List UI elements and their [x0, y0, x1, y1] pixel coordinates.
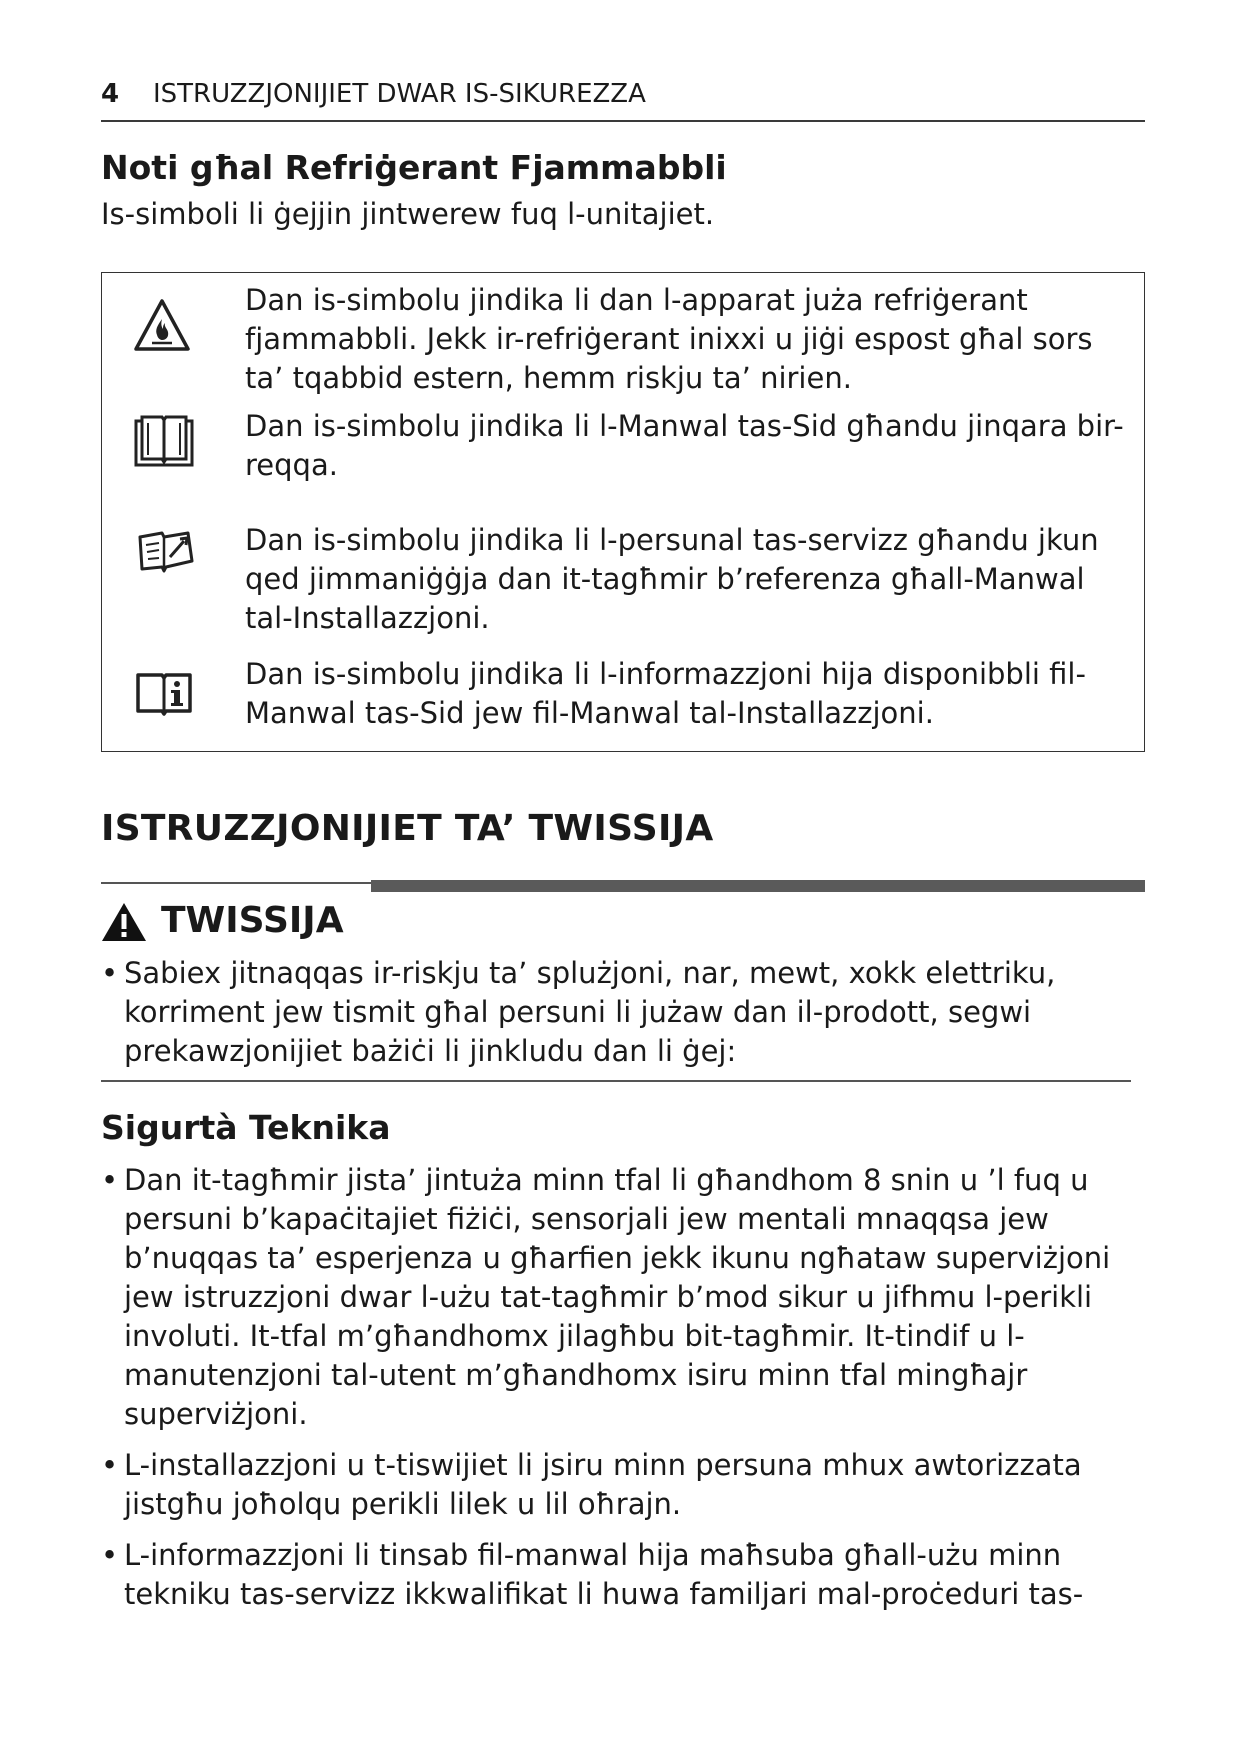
running-header	[101, 74, 1145, 122]
refrigerant-section	[101, 148, 1145, 234]
service-manual-icon	[132, 527, 202, 587]
warning-divider	[101, 882, 371, 884]
technical-safety-list	[101, 1161, 1119, 1614]
warning-list	[101, 954, 1101, 1083]
technical-safety-title: Sigurtà Teknika	[101, 1108, 391, 1147]
list-item: • L-informazzjoni li tinsab fil-manwal hija maħsuba għall-użu minn tekniku tas-servizz ikkwalifikat li huwa familjari mal-proċeduri tas-	[101, 1536, 1119, 1614]
technical-safety-section	[101, 1108, 1145, 1626]
warning-bar	[371, 880, 1145, 892]
symbol-table	[101, 272, 1145, 752]
warning-label: TWISSIJA	[161, 900, 344, 941]
refrigerant-intro: Is-simboli li ġejjin jintwerew fuq l-unitajiet.	[101, 197, 715, 231]
safety-section-title: ISTRUZZJONIJIET TA’ TWISSIJA	[101, 808, 714, 849]
flame-warning-icon	[132, 297, 202, 357]
symbol-text: Dan is-simbolu jindika li l-informazzjoni hija disponibbli fil-Manwal tas-Sid jew fil-Manwal tal-Installazzjoni.	[245, 657, 1086, 730]
symbol-text: Dan is-simbolu jindika li dan l-apparat juża refriġerant fjammabbli. Jekk ir-refriġerant inixxi u jiġi espost għal sors ta’ tqabbid estern, hemm riskju ta’ nirien.	[245, 283, 1093, 395]
list-item: • Sabiex jitnaqqas ir-riskju ta’ splużjoni, nar, mewt, xokk elettriku, korriment jew tismit għal persuni li jużaw dan il-prodott, segwi prekawzjonijiet bażiċi li jinkludu dan li ġej:	[101, 954, 1101, 1071]
warning-triangle-icon	[101, 902, 147, 942]
symbol-text: Dan is-simbolu jindika li l-Manwal tas-Sid għandu jinqara bir-reqqa.	[245, 409, 1124, 482]
warning-heading	[101, 896, 344, 946]
refrigerant-title: Noti għal Refriġerant Fjammabbli	[101, 148, 727, 187]
manual-book-icon	[132, 411, 202, 471]
section-divider	[101, 1080, 1131, 1082]
page-number: 4	[101, 79, 120, 109]
symbol-text: Dan is-simbolu jindika li l-persunal tas-servizz għandu jkun qed jimmaniġġja dan it-tagħmir b’referenza għall-Manwal tal-Installazzjoni.	[245, 523, 1099, 635]
info-manual-icon	[132, 667, 202, 727]
running-header-title: ISTRUZZJONIJIET DWAR IS-SIKUREZZA	[153, 79, 646, 109]
list-item: • Dan it-tagħmir jista’ jintuża minn tfal li għandhom 8 snin u ’l fuq u persuni b’kapaċitajiet fiżiċi, sensorjali jew mentali mnaqqsa jew b’nuqqas ta’ esperjenza u għarfien jekk ikunu ngħataw superviżjoni jew istruzzjoni dwar l-użu tat-tagħmir b’mod sikur u jifhmu l-perikli involuti. It-tfal m’għandhomx jilagħbu bit-tagħmir. It-tindif u l-manutenzjoni tal-utent m’għandhomx isiru minn tfal mingħajr superviżjoni.	[101, 1161, 1119, 1434]
list-item: • L-installazzjoni u t-tiswijiet li jsiru minn persuna mhux awtorizzata jistgħu joħolqu perikli lilek u lil oħrajn.	[101, 1446, 1119, 1524]
